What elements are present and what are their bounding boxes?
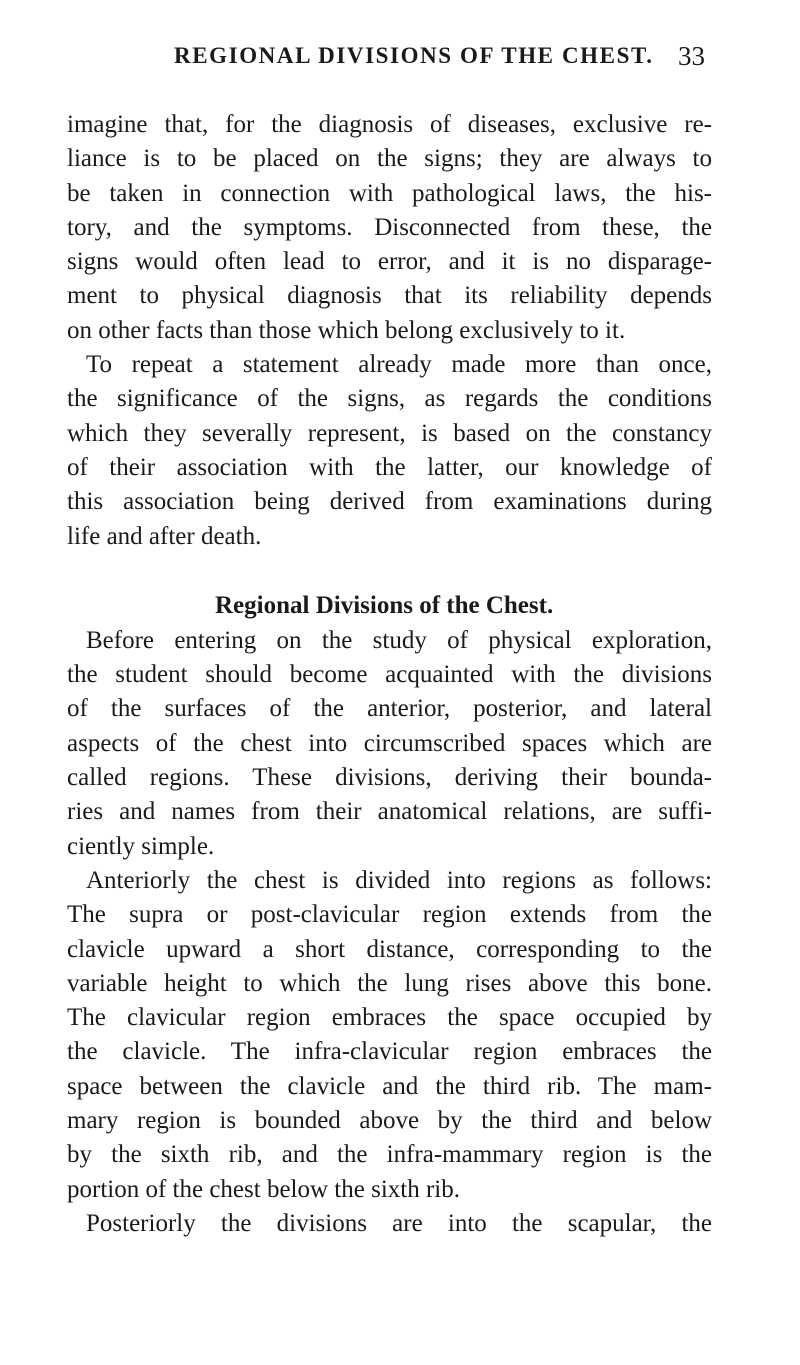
text-line: of their association with the latter, our knowledge of	[67, 453, 712, 481]
text-line: To repeat a statement already made more than once,	[86, 351, 712, 379]
text-line: space between the clavicle and the third rib. The mam-	[67, 1072, 712, 1100]
text-line: mary region is bounded above by the third and below	[67, 1107, 712, 1135]
text-line: on other facts than those which belong exclusively to it.	[67, 316, 626, 344]
text-line: this association being derived from examinations during	[67, 488, 712, 516]
section-spacer	[67, 554, 712, 588]
text-line: signs would often lead to error, and it is no disparage-	[67, 248, 712, 276]
body-text	[67, 108, 712, 1241]
text-line: ment to physical diagnosis that its reliability depends	[67, 282, 712, 310]
text-line: Before entering on the study of physical exploration,	[86, 626, 712, 654]
text-line: the significance of the signs, as regards the conditions	[67, 385, 712, 413]
text-line: ciently simple.	[67, 832, 215, 860]
text-line: ries and names from their anatomical relations, are suffi-	[67, 798, 712, 826]
text-line: called regions. These divisions, deriving their bounda-	[67, 764, 712, 792]
text-line: tory, and the symptoms. Disconnected from these, the	[67, 213, 712, 241]
text-line: of the surfaces of the anterior, posterior, and lateral	[67, 695, 712, 723]
text-line: Anteriorly the chest is divided into regions as follows:	[86, 866, 712, 894]
paragraph-4	[67, 864, 712, 1207]
text-line: by the sixth rib, and the infra-mammary region is the	[67, 1141, 712, 1169]
text-line: the student should become acquainted with the divisions	[67, 661, 712, 689]
text-line: The clavicular region embraces the space occupied by	[67, 1004, 712, 1032]
running-head	[0, 36, 800, 76]
text-line: portion of the chest below the sixth rib.	[67, 1175, 460, 1203]
paragraph-3	[67, 624, 712, 864]
text-line: liance is to be placed on the signs; they are always to	[67, 145, 712, 173]
text-line: clavicle upward a short distance, corresponding to the	[67, 935, 712, 963]
text-line: the clavicle. The infra-clavicular region embraces the	[67, 1038, 712, 1066]
paragraph-2	[67, 348, 712, 554]
page-number: 33	[678, 41, 705, 71]
text-line: which they severally represent, is based on the constancy	[67, 419, 712, 447]
paragraph-1	[67, 108, 712, 348]
text-line: life and after death.	[67, 522, 262, 550]
paragraph-5	[67, 1207, 712, 1241]
text-line: be taken in connection with pathological laws, the his-	[67, 179, 712, 207]
text-line: imagine that, for the diagnosis of diseases, exclusive re-	[67, 111, 712, 138]
text-line: aspects of the chest into circumscribed spaces which are	[67, 729, 712, 757]
text-line: The supra or post-clavicular region extends from the	[67, 901, 712, 929]
running-title: REGIONAL DIVISIONS OF THE CHEST.	[174, 43, 654, 68]
text-line: Posteriorly the divisions are into the scapular, the	[86, 1209, 712, 1237]
text-line: variable height to which the lung rises above this bone.	[67, 969, 712, 997]
section-heading: Regional Divisions of the Chest.	[215, 591, 554, 619]
